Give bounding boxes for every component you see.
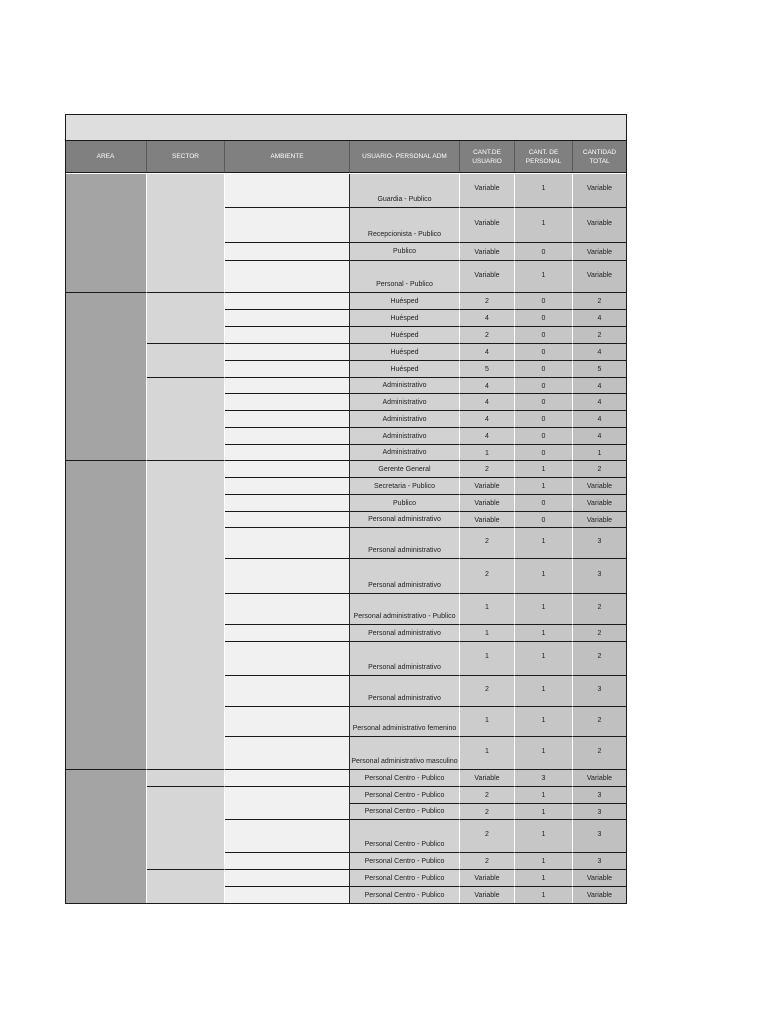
cantidad-total-cell: 2 [573, 327, 627, 344]
cant-usuario-cell: 2 [460, 853, 515, 870]
cantidad-total-cell: 2 [573, 594, 627, 625]
header-cantidad-total: CANTIDAD TOTAL [573, 141, 627, 173]
usuario-cell: Administrativo [350, 445, 460, 461]
cantidad-total-cell: 4 [573, 428, 627, 445]
ambiente-cell [225, 594, 350, 625]
ambiente-cell [225, 737, 350, 770]
cant-usuario-cell: 4 [460, 344, 515, 361]
ambiente-cell [225, 344, 350, 361]
cant-personal-cell: 0 [515, 495, 573, 512]
sector-cell [147, 378, 225, 461]
cant-personal-cell: 1 [515, 804, 573, 820]
header-cant-usuario: CANT.DE USUARIO [460, 141, 515, 173]
usuario-cell: Personal - Publico [350, 261, 460, 293]
cant-personal-cell: 1 [515, 676, 573, 707]
sector-cell [147, 770, 225, 787]
cant-personal-cell: 0 [515, 344, 573, 361]
cant-usuario-cell: Variable [460, 478, 515, 495]
header-cant-personal: CANT. DE PERSONAL [515, 141, 573, 173]
cant-personal-cell: 1 [515, 887, 573, 904]
ambiente-cell [225, 378, 350, 394]
usuario-cell: Personal Centro - Publico [350, 887, 460, 904]
cantidad-total-cell: 3 [573, 853, 627, 870]
usuario-cell: Personal Centro - Publico [350, 870, 460, 887]
cantidad-total-cell: 5 [573, 361, 627, 378]
ambiente-cell [225, 461, 350, 478]
usuario-cell: Personal Centro - Publico [350, 853, 460, 870]
usuario-cell: Personal administrativo [350, 512, 460, 528]
ambiente-cell [225, 887, 350, 904]
cant-personal-cell: 0 [515, 428, 573, 445]
usuario-cell: Huésped [350, 310, 460, 327]
usuario-cell: Personal administrativo [350, 528, 460, 559]
cantidad-total-cell: 4 [573, 411, 627, 428]
cantidad-total-cell: 1 [573, 445, 627, 461]
cant-usuario-cell: 2 [460, 293, 515, 310]
cant-personal-cell: 0 [515, 310, 573, 327]
ambiente-cell [225, 411, 350, 428]
cant-usuario-cell: 1 [460, 707, 515, 737]
cant-personal-cell: 1 [515, 208, 573, 243]
cant-usuario-cell: 4 [460, 310, 515, 327]
header-ambiente: AMBIENTE [225, 141, 350, 173]
cant-personal-cell: 1 [515, 461, 573, 478]
usuario-cell: Personal administrativo [350, 559, 460, 594]
area-cell [65, 770, 147, 904]
usuario-cell: Personal administrativo [350, 676, 460, 707]
cant-usuario-cell: 1 [460, 642, 515, 676]
cantidad-total-cell: 3 [573, 787, 627, 804]
cant-usuario-cell: 5 [460, 361, 515, 378]
cant-usuario-cell: 2 [460, 461, 515, 478]
cant-personal-cell: 1 [515, 594, 573, 625]
cant-usuario-cell: 1 [460, 625, 515, 642]
area-cell [65, 461, 147, 770]
area-cell [65, 293, 147, 461]
cantidad-total-cell: Variable [573, 870, 627, 887]
cant-usuario-cell: Variable [460, 243, 515, 261]
cant-usuario-cell: 4 [460, 394, 515, 411]
ambiente-cell [225, 261, 350, 293]
ambiente-cell [225, 559, 350, 594]
usuario-cell: Personal Centro - Publico [350, 820, 460, 853]
usuario-cell: Personal administrativo [350, 625, 460, 642]
cant-personal-cell: 0 [515, 411, 573, 428]
cantidad-total-cell: 3 [573, 804, 627, 820]
cant-personal-cell: 1 [515, 820, 573, 853]
cant-personal-cell: 0 [515, 394, 573, 411]
cant-personal-cell: 0 [515, 512, 573, 528]
cantidad-total-cell: Variable [573, 478, 627, 495]
spreadsheet-table [65, 114, 627, 904]
ambiente-cell [225, 870, 350, 887]
cant-usuario-cell: 1 [460, 445, 515, 461]
usuario-cell: Personal administrativo masculino [350, 737, 460, 770]
cant-personal-cell: 0 [515, 378, 573, 394]
ambiente-cell [225, 445, 350, 461]
cant-personal-cell: 3 [515, 770, 573, 787]
cantidad-total-cell: 4 [573, 310, 627, 327]
usuario-cell: Personal administrativo [350, 642, 460, 676]
usuario-cell: Personal administrativo femenino [350, 707, 460, 737]
cant-personal-cell: 1 [515, 853, 573, 870]
cant-personal-cell: 1 [515, 642, 573, 676]
usuario-cell: Publico [350, 495, 460, 512]
cant-usuario-cell: Variable [460, 174, 515, 208]
usuario-cell: Personal Centro - Publico [350, 804, 460, 820]
cant-usuario-cell: Variable [460, 770, 515, 787]
ambiente-cell [225, 428, 350, 445]
cant-personal-cell: 0 [515, 243, 573, 261]
cant-usuario-cell: 4 [460, 428, 515, 445]
ambiente-cell [225, 642, 350, 676]
cant-personal-cell: 1 [515, 174, 573, 208]
cant-usuario-cell: Variable [460, 870, 515, 887]
cant-usuario-cell: 4 [460, 378, 515, 394]
ambiente-cell [225, 208, 350, 243]
sector-cell [147, 293, 225, 344]
cantidad-total-cell: Variable [573, 261, 627, 293]
usuario-cell: Personal administrativo - Publico [350, 594, 460, 625]
ambiente-cell [225, 820, 350, 853]
header-area: AREA [65, 141, 147, 173]
sector-cell [147, 870, 225, 904]
cant-personal-cell: 1 [515, 787, 573, 804]
usuario-cell: Gerente General [350, 461, 460, 478]
sector-cell [147, 461, 225, 770]
usuario-cell: Personal Centro - Publico [350, 770, 460, 787]
usuario-cell: Personal Centro - Publico [350, 787, 460, 804]
area-cell [65, 174, 147, 293]
ambiente-cell [225, 770, 350, 787]
cantidad-total-cell: Variable [573, 174, 627, 208]
cantidad-total-cell: 3 [573, 820, 627, 853]
cant-usuario-cell: 2 [460, 327, 515, 344]
ambiente-cell [225, 327, 350, 344]
cant-usuario-cell: Variable [460, 208, 515, 243]
cantidad-total-cell: Variable [573, 208, 627, 243]
cantidad-total-cell: Variable [573, 243, 627, 261]
cantidad-total-cell: 2 [573, 625, 627, 642]
usuario-cell: Administrativo [350, 378, 460, 394]
cant-usuario-cell: 2 [460, 559, 515, 594]
cant-usuario-cell: Variable [460, 887, 515, 904]
usuario-cell: Administrativo [350, 411, 460, 428]
cant-usuario-cell: 2 [460, 676, 515, 707]
cant-usuario-cell: 1 [460, 737, 515, 770]
cant-personal-cell: 0 [515, 361, 573, 378]
sector-cell [147, 344, 225, 378]
usuario-cell: Huésped [350, 327, 460, 344]
cantidad-total-cell: Variable [573, 887, 627, 904]
ambiente-cell [225, 787, 350, 820]
ambiente-cell [225, 707, 350, 737]
cant-usuario-cell: 4 [460, 411, 515, 428]
usuario-cell: Huésped [350, 293, 460, 310]
ambiente-cell [225, 512, 350, 528]
ambiente-cell [225, 495, 350, 512]
usuario-cell: Administrativo [350, 428, 460, 445]
cant-personal-cell: 1 [515, 261, 573, 293]
ambiente-cell [225, 528, 350, 559]
cantidad-total-cell: 2 [573, 737, 627, 770]
ambiente-cell [225, 625, 350, 642]
ambiente-cell [225, 243, 350, 261]
cantidad-total-cell: 2 [573, 461, 627, 478]
cant-usuario-cell: Variable [460, 495, 515, 512]
cant-personal-cell: 1 [515, 528, 573, 559]
header-sector: SECTOR [147, 141, 225, 173]
header-usuario: USUARIO- PERSONAL ADM [350, 141, 460, 173]
usuario-cell: Publico [350, 243, 460, 261]
cantidad-total-cell: 2 [573, 642, 627, 676]
usuario-cell: Huésped [350, 344, 460, 361]
sector-cell [147, 787, 225, 870]
cantidad-total-cell: 3 [573, 676, 627, 707]
usuario-cell: Recepcionista - Publico [350, 208, 460, 243]
cant-personal-cell: 1 [515, 707, 573, 737]
table-title-bar [65, 114, 627, 141]
cantidad-total-cell: 2 [573, 293, 627, 310]
cant-usuario-cell: 2 [460, 820, 515, 853]
sector-cell [147, 174, 225, 293]
cant-usuario-cell: Variable [460, 512, 515, 528]
ambiente-cell [225, 310, 350, 327]
cantidad-total-cell: 3 [573, 559, 627, 594]
usuario-cell: Guardia - Publico [350, 174, 460, 208]
ambiente-cell [225, 676, 350, 707]
cantidad-total-cell: 3 [573, 528, 627, 559]
usuario-cell: Administrativo [350, 394, 460, 411]
ambiente-cell [225, 174, 350, 208]
cant-personal-cell: 0 [515, 445, 573, 461]
cant-personal-cell: 1 [515, 625, 573, 642]
ambiente-cell [225, 394, 350, 411]
cantidad-total-cell: Variable [573, 770, 627, 787]
cantidad-total-cell: 4 [573, 394, 627, 411]
cant-usuario-cell: Variable [460, 261, 515, 293]
cant-usuario-cell: 2 [460, 804, 515, 820]
ambiente-cell [225, 853, 350, 870]
cantidad-total-cell: Variable [573, 512, 627, 528]
cant-personal-cell: 0 [515, 293, 573, 310]
usuario-cell: Secretaria - Publico [350, 478, 460, 495]
cantidad-total-cell: 2 [573, 707, 627, 737]
cant-personal-cell: 0 [515, 327, 573, 344]
ambiente-cell [225, 361, 350, 378]
cantidad-total-cell: Variable [573, 495, 627, 512]
cant-personal-cell: 1 [515, 870, 573, 887]
ambiente-cell [225, 478, 350, 495]
cantidad-total-cell: 4 [573, 378, 627, 394]
ambiente-cell [225, 293, 350, 310]
cant-personal-cell: 1 [515, 559, 573, 594]
cant-usuario-cell: 2 [460, 528, 515, 559]
cant-usuario-cell: 1 [460, 594, 515, 625]
cant-personal-cell: 1 [515, 478, 573, 495]
cant-personal-cell: 1 [515, 737, 573, 770]
cant-usuario-cell: 2 [460, 787, 515, 804]
usuario-cell: Huésped [350, 361, 460, 378]
cantidad-total-cell: 4 [573, 344, 627, 361]
